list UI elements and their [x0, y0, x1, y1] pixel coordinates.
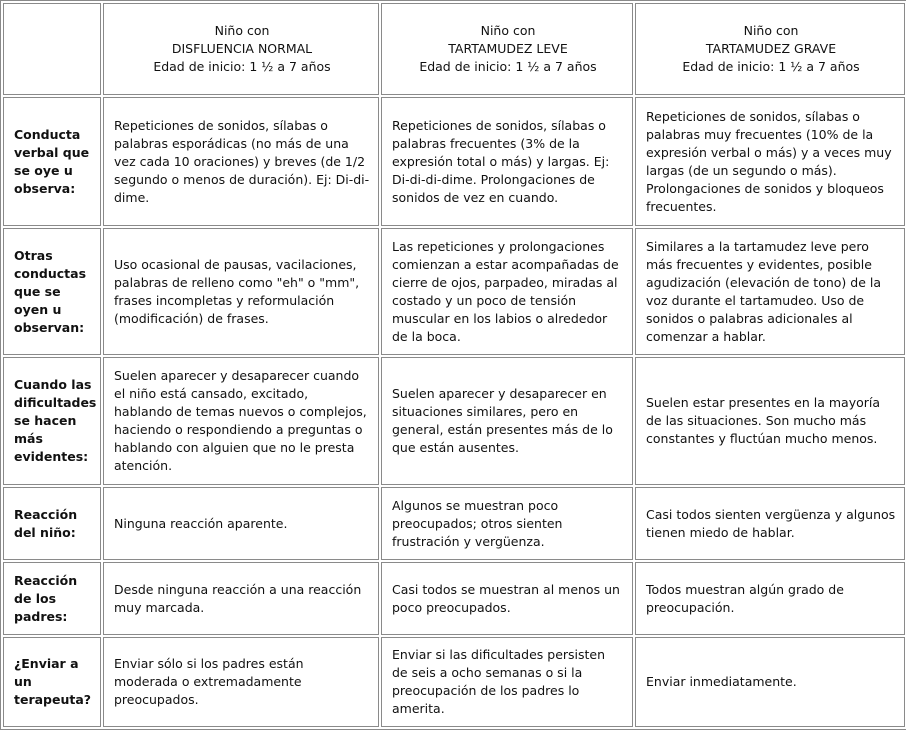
corner-cell: [3, 3, 101, 95]
table-cell: Suelen aparecer y desaparecer cuando el niño está cansado, excitado, hablando de temas nuevos o complejos, haciendo o respondiendo a preguntas o hablando con alguien que no le presta atención.: [103, 357, 379, 485]
column-header-line: Niño con: [480, 23, 536, 38]
table-cell: Enviar inmediatamente.: [635, 637, 905, 727]
column-header-title: TARTAMUDEZ GRAVE: [705, 41, 837, 56]
table-cell: Desde ninguna reacción a una reacción muy marcada.: [103, 562, 379, 635]
table-cell: Similares a la tartamudez leve pero más frecuentes y evidentes, posible agudización (elevación de tono) de la voz durante el tartamudeo. Uso de sonidos o palabras adicionales al comenzar a hablar.: [635, 228, 905, 355]
table-cell: Enviar sólo si los padres están moderada o extremadamente preocupados.: [103, 637, 379, 727]
table-cell: Algunos se muestran poco preocupados; otros sienten frustración y vergüenza.: [381, 487, 633, 560]
row-header: Reacción del niño:: [3, 487, 101, 560]
row-header: Otras conductas que se oyen u observan:: [3, 228, 101, 355]
table-cell: Repeticiones de sonidos, sílabas o palabras muy frecuentes (10% de la expresión verbal o más) y a veces muy largas (de un segundo o más). Prolongaciones de sonidos y bloqueos frecuentes.: [635, 97, 905, 226]
column-header-title: TARTAMUDEZ LEVE: [448, 41, 568, 56]
header-row: [3, 3, 905, 95]
table-cell: Casi todos se muestran al menos un poco preocupados.: [381, 562, 633, 635]
column-header-line: Niño con: [743, 23, 799, 38]
table-row: [3, 228, 905, 355]
row-header: Conducta verbal que se oye u observa:: [3, 97, 101, 226]
table-row: [3, 487, 905, 560]
row-header: Cuando las dificultades se hacen más evidentes:: [3, 357, 101, 485]
table-cell: Las repeticiones y prolongaciones comienzan a estar acompañadas de cierre de ojos, parpadeo, miradas al costado y un poco de tensión muscular en los labios o alrededor de la boca.: [381, 228, 633, 355]
table-row: [3, 357, 905, 485]
row-header: ¿Enviar a un terapeuta?: [3, 637, 101, 727]
table-cell: Repeticiones de sonidos, sílabas o palabras esporádicas (no más de una vez cada 10 oraciones) y breves (de 1/2 segundo o menos de duración). Ej: Di-di-dime.: [103, 97, 379, 226]
column-header-severe: [635, 3, 905, 95]
column-header-line: Niño con: [214, 23, 270, 38]
row-header: Reacción de los padres:: [3, 562, 101, 635]
table-cell: Todos muestran algún grado de preocupación.: [635, 562, 905, 635]
table-cell: Uso ocasional de pausas, vacilaciones, palabras de relleno como "eh" o "mm", frases incompletas y reformulación (modificación) de frases.: [103, 228, 379, 355]
column-header-title: DISFLUENCIA NORMAL: [171, 41, 313, 56]
table-row: [3, 97, 905, 226]
table-cell: Suelen aparecer y desaparecer en situaciones similares, pero en general, están presentes más de lo que están ausentes.: [381, 357, 633, 485]
column-header-age: Edad de inicio: 1 ½ a 7 años: [153, 59, 331, 74]
column-header-age: Edad de inicio: 1 ½ a 7 años: [419, 59, 597, 74]
column-header-age: Edad de inicio: 1 ½ a 7 años: [682, 59, 860, 74]
table-cell: Suelen estar presentes en la mayoría de las situaciones. Son mucho más constantes y fluctúan mucho menos.: [635, 357, 905, 485]
table-cell: Ninguna reacción aparente.: [103, 487, 379, 560]
table-row: [3, 637, 905, 727]
table-cell: Enviar si las dificultades persisten de seis a ocho semanas o si la preocupación de los padres lo amerita.: [381, 637, 633, 727]
column-header-normal: [103, 3, 379, 95]
table-row: [3, 562, 905, 635]
table-cell: Casi todos sienten vergüenza y algunos tienen miedo de hablar.: [635, 487, 905, 560]
table-cell: Repeticiones de sonidos, sílabas o palabras frecuentes (3% de la expresión total o más) y largas. Ej: Di-di-di-dime. Prolongaciones de sonidos de vez en cuando.: [381, 97, 633, 226]
column-header-mild: [381, 3, 633, 95]
